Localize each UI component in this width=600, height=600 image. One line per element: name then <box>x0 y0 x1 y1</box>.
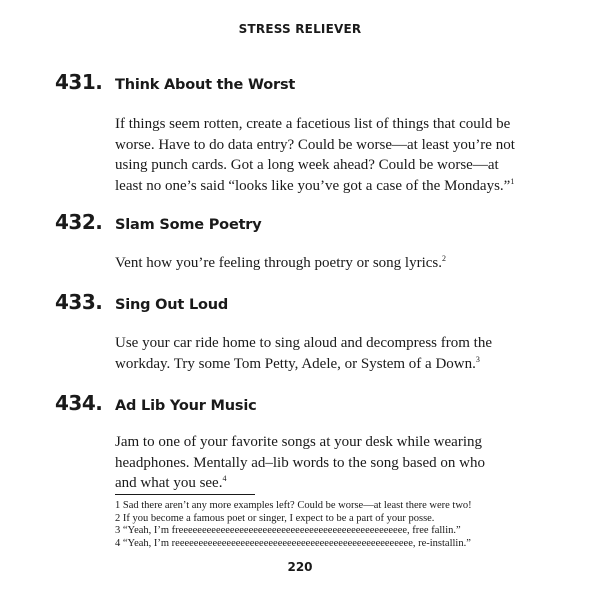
entry-heading <box>55 290 228 314</box>
entry-heading <box>55 391 257 415</box>
footnotes <box>115 500 555 550</box>
entry-number: 434. <box>55 391 103 415</box>
footnote: 4 “Yeah, I’m reeeeeeeeeeeeeeeeeeeeeeeeeeeeeeeeeeeeeeeeeeeeeeeeeee, re-installin.” <box>115 537 471 549</box>
footnote: 3 “Yeah, I’m freeeeeeeeeeeeeeeeeeeeeeeeeeeeeeeeeeeeeeeeeeeeeeeee, free fallin.” <box>115 525 461 536</box>
body-line: using punch cards. Got a long week ahead? Could be worse—at <box>115 157 499 173</box>
entry-title: Think About the Worst <box>115 77 296 93</box>
footnote: 2 If you become a famous poet or singer, I expect to be a part of your posse. <box>115 512 435 524</box>
entry-body <box>115 253 555 274</box>
footnote-ref: 1 <box>510 176 515 186</box>
body-line <box>115 354 555 375</box>
entry-number: 433. <box>55 290 103 314</box>
body-line: Use your car ride home to sing aloud and decompress from the <box>115 335 492 351</box>
body-line: headphones. Mentally ad–lib words to the song based on who <box>115 454 485 471</box>
running-head: STRESS RELIEVER <box>238 22 362 36</box>
entry-body <box>115 114 555 196</box>
entry-body <box>115 333 555 374</box>
body-line: If things seem rotten, create a facetious list of things that could be <box>115 116 511 132</box>
body-line-text: and what you see. <box>115 475 223 491</box>
entry-heading <box>55 70 295 94</box>
body-line-text: workday. Try some Tom Petty, Adele, or System of a Down. <box>115 355 476 372</box>
body-line-text: Vent how you’re feeling through poetry or song lyrics. <box>115 255 443 271</box>
body-line: worse. Have to do data entry? Could be worse—at least you’re not <box>115 136 515 153</box>
body-line <box>115 176 555 197</box>
entry-title: Sing Out Loud <box>115 297 229 313</box>
body-line <box>115 473 555 494</box>
body-line <box>115 253 555 274</box>
footnote: 1 Sad there aren’t any more examples left? Could be worse—at least there were two! <box>115 500 472 511</box>
body-line-text: least no one’s said “looks like you’ve got a case of the Mondays.” <box>115 177 511 194</box>
entry-number: 431. <box>55 70 103 94</box>
entry-heading <box>55 210 262 234</box>
footnote-ref: 3 <box>475 354 480 364</box>
entry-title: Ad Lib Your Music <box>115 398 257 414</box>
body-line: Jam to one of your favorite songs at your desk while wearing <box>115 434 482 450</box>
footnote-ref: 2 <box>442 254 447 263</box>
page-number: 220 <box>287 560 313 574</box>
footnote-ref: 4 <box>222 474 227 483</box>
entry-number: 432. <box>55 210 103 234</box>
footnote-divider <box>115 494 255 495</box>
entry-title: Slam Some Poetry <box>115 217 262 233</box>
entry-body <box>115 432 555 494</box>
